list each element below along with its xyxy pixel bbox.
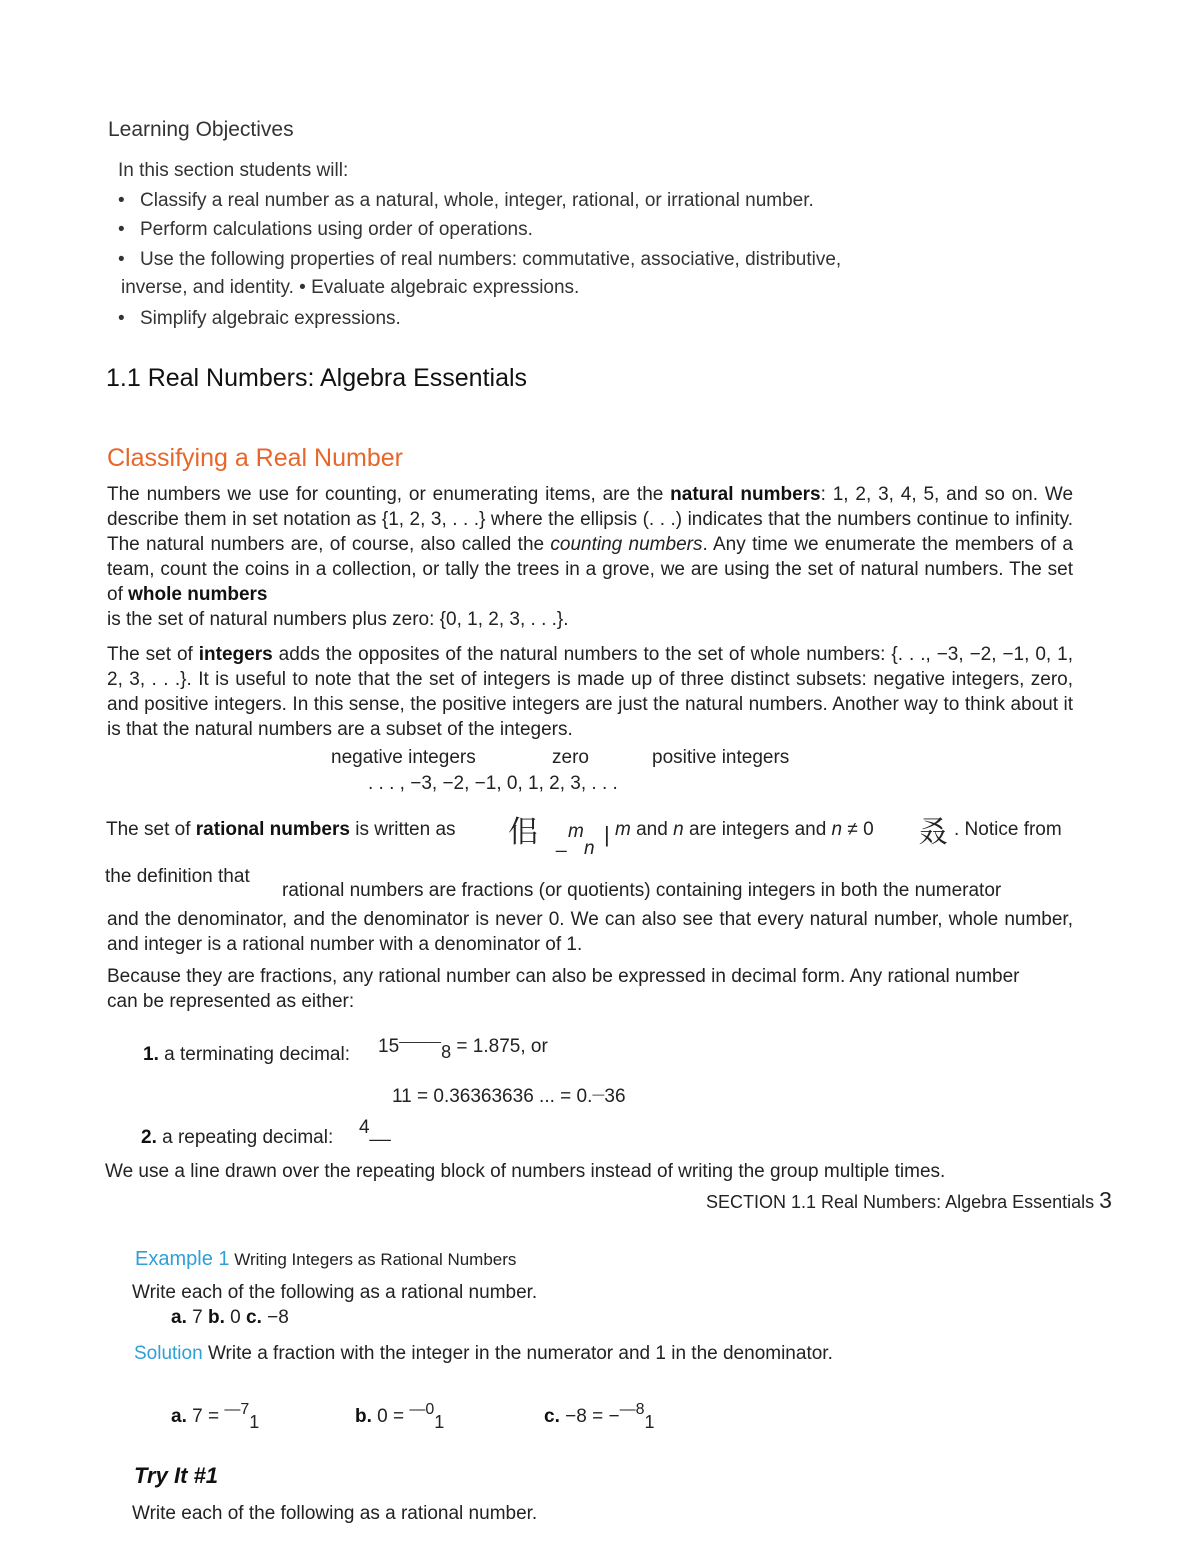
integer-sequence: . . . , −3, −2, −1, 0, 1, 2, 3, . . .: [368, 773, 618, 794]
page-footer: [706, 1187, 1112, 1215]
set-builder-bar: |: [604, 822, 610, 847]
try-it-heading: Try It #1: [134, 1463, 218, 1488]
term-counting-numbers: counting numbers: [550, 534, 703, 555]
objective-item: [118, 219, 533, 242]
repeat-bar: —: [592, 1087, 605, 1101]
text-run: ≠ 0: [842, 819, 874, 840]
list-item-repeating: [141, 1127, 333, 1150]
rational-definition-start: [106, 819, 456, 842]
text-run: 0 =: [371, 1406, 410, 1427]
list-text: a terminating decimal:: [158, 1044, 351, 1065]
fraction-bar: ———: [399, 1033, 442, 1049]
try-it-prompt: Write each of the following as a rational number.: [132, 1503, 538, 1524]
part-label: a.: [171, 1406, 187, 1427]
example-parts: [171, 1307, 289, 1330]
fraction-numerator: —0: [409, 1401, 435, 1418]
solution-part-a: [171, 1401, 260, 1432]
fraction-denominator: 8: [441, 1042, 452, 1062]
set-close-brace-glyph: 叒: [918, 815, 948, 850]
text-run: : 1, 2, 3, 4, 5, and so on. We describe them in set notation as {1, 2, 3, . . .} where the ellipsis (. . .) indicates that the numbers continue to infinity. The natural numbers are, of course, also called the: [107, 484, 1074, 555]
term-whole-numbers: whole numbers: [128, 584, 268, 605]
rational-explanation-continued: and the denominator, and the denominator is never 0. We can also see that every natural number, whole number, and integer is a rational number with a denominator of 1.: [107, 909, 1073, 955]
notice-text: . Notice from: [954, 819, 1062, 840]
var-m: m: [615, 819, 631, 840]
fraction-numerator: 15: [378, 1036, 400, 1057]
list-number: 2.: [141, 1127, 157, 1148]
objective-text: Use the following properties of real numbers: commutative, associative, distributive,: [140, 249, 842, 270]
objective-continuation: inverse, and identity. • Evaluate algebraic expressions.: [121, 277, 580, 298]
solution-part-c: [544, 1401, 655, 1432]
part-label: c.: [246, 1307, 262, 1328]
objective-text: Classify a real number as a natural, whole, integer, rational, or irrational number.: [140, 190, 814, 211]
definition-text: the definition that: [105, 866, 250, 887]
repeating-line-note: We use a line drawn over the repeating block of numbers instead of writing the group multiple times.: [105, 1161, 946, 1182]
label-positive-integers: positive integers: [652, 747, 790, 768]
solution-label: Solution: [134, 1343, 203, 1364]
var-n: n: [673, 819, 684, 840]
text-run: adds the opposites of the natural numbers to the set of whole numbers: {. . ., −3, −2, −1, 0, 1, 2, 3, . . .}. It is useful to note that the set of integers is made up of three distinct subsets: negative integers, zero, and positive integers. In this sense, the positive integers are just the natural numbers. Another way to think about it is that the natural numbers are a subset of the integers.: [107, 644, 1073, 740]
fraction-numerator: —7: [224, 1401, 250, 1418]
rational-explanation: rational numbers are fractions (or quotients) containing integers in both the numerator: [282, 880, 1002, 901]
bullet: •: [118, 249, 125, 270]
part-label: b.: [355, 1406, 372, 1427]
text-run: −8 = −: [559, 1406, 620, 1427]
objective-item: [118, 308, 401, 331]
decimal-form-paragraph: Because they are fractions, any rational number can also be expressed in decimal form. Any rational number can be represented as either:: [107, 966, 1020, 1012]
bullet: •: [118, 219, 125, 240]
text-run: 36: [604, 1086, 626, 1107]
subsection-heading: Classifying a Real Number: [107, 444, 403, 472]
solution-text: Write a fraction with the integer in the numerator and 1 in the denominator.: [202, 1343, 833, 1364]
text-run: The numbers we use for counting, or enumerating items, are the: [107, 484, 671, 505]
text-run: = 1.875, or: [451, 1036, 548, 1057]
label-zero: zero: [552, 747, 589, 768]
objective-item: [118, 249, 841, 272]
page-number: 3: [1099, 1187, 1112, 1213]
list-item-terminating: [143, 1044, 350, 1067]
example-prompt: Write each of the following as a rational number.: [132, 1282, 538, 1303]
label-negative-integers: negative integers: [331, 747, 476, 768]
part-value: 7: [186, 1307, 208, 1328]
solution-part-b: [355, 1401, 445, 1432]
term-rational-numbers: rational numbers: [195, 819, 350, 840]
part-label: a.: [171, 1307, 187, 1328]
fraction-numerator: 4: [359, 1117, 370, 1138]
footer-text: SECTION 1.1 Real Numbers: Algebra Essentials: [706, 1192, 1100, 1212]
integers-paragraph: [107, 642, 1073, 742]
text-run: . Any time we enumerate the members of a team, count the coins in a collection, or tally the trees in a grove, we are using the set of natural numbers. The set of: [107, 534, 1073, 605]
objective-text: Simplify algebraic expressions.: [140, 308, 401, 329]
solution-line: [134, 1343, 833, 1366]
part-label: c.: [544, 1406, 560, 1427]
example-title: Writing Integers as Rational Numbers: [229, 1250, 517, 1269]
text-run: The set of: [107, 644, 199, 665]
var-n: n: [831, 819, 843, 840]
part-value: −8: [261, 1307, 289, 1328]
fraction-4-11: [359, 1117, 391, 1144]
text-run: 7 =: [186, 1406, 225, 1427]
example-label: Example 1: [135, 1248, 230, 1270]
text-run: is written as: [349, 819, 456, 840]
fraction-denominator-n: n: [584, 838, 595, 859]
learning-objectives-title: Learning Objectives: [108, 118, 294, 141]
text-run: and: [630, 819, 674, 840]
part-label: b.: [207, 1307, 225, 1328]
fraction-denominator: 1: [434, 1412, 445, 1432]
bullet: •: [118, 190, 125, 211]
learning-intro: In this section students will:: [118, 160, 349, 181]
fraction-numerator-m: m: [568, 821, 584, 842]
objective-item: [118, 190, 814, 213]
whole-numbers-line: is the set of natural numbers plus zero: {0, 1, 2, 3, . . .}.: [107, 609, 569, 630]
part-value: 0: [224, 1307, 246, 1328]
rational-condition: [615, 819, 874, 842]
fraction-numerator: —8: [619, 1401, 645, 1418]
fraction-15-8: [378, 1033, 548, 1062]
fraction-denominator: 1: [644, 1412, 655, 1432]
section-heading: 1.1 Real Numbers: Algebra Essentials: [106, 364, 528, 392]
term-integers: integers: [198, 644, 273, 665]
repeating-decimal-example: [392, 1086, 626, 1109]
fraction-denominator: 1: [249, 1412, 260, 1432]
fraction-bar: _: [556, 832, 567, 853]
term-natural-numbers: natural numbers: [670, 484, 821, 505]
natural-numbers-paragraph: [107, 482, 1073, 607]
text-run: The set of: [106, 819, 196, 840]
text-run: are integers and: [683, 819, 832, 840]
fraction-bar: __: [369, 1121, 391, 1142]
text-run: 11 = 0.36363636 ... = 0.: [392, 1086, 593, 1107]
list-number: 1.: [143, 1044, 159, 1065]
objective-text: Perform calculations using order of operations.: [140, 219, 533, 240]
set-open-brace-glyph: 佀: [508, 815, 538, 850]
list-text: a repeating decimal:: [156, 1127, 334, 1148]
bullet: •: [118, 308, 125, 329]
example-heading: [135, 1247, 516, 1272]
